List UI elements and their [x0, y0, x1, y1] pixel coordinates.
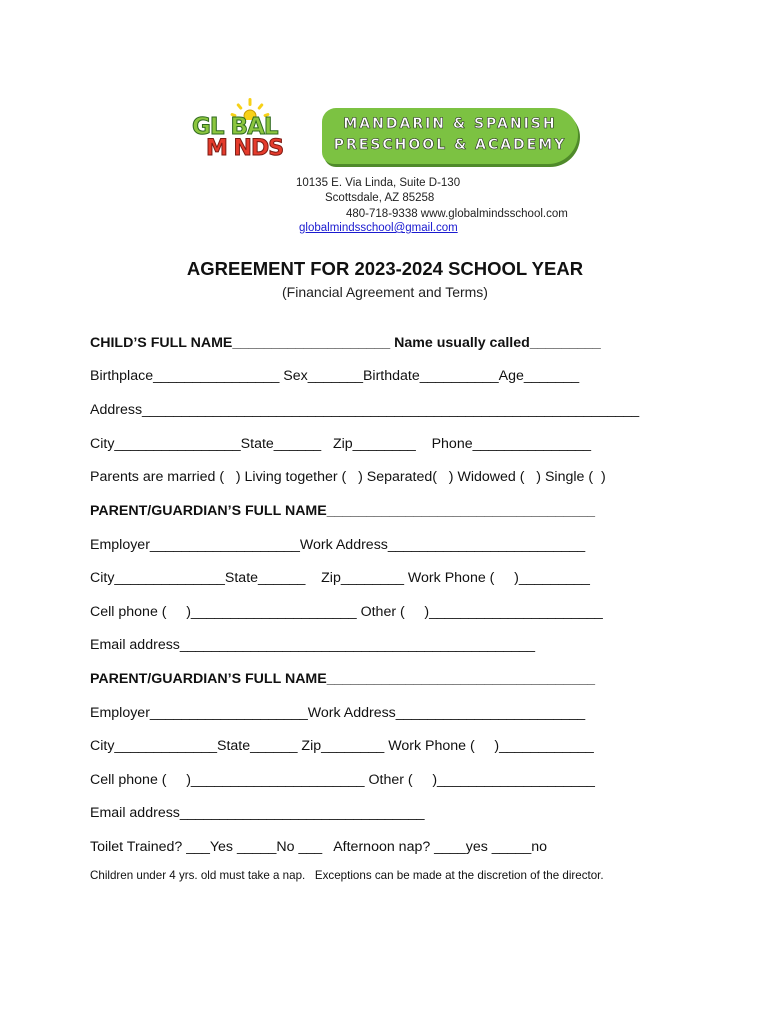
email-link[interactable]: globalmindsschool@gmail.com — [299, 222, 458, 234]
guardian1-email-line[interactable]: Email address_____________________________________________ — [90, 637, 535, 653]
phone-website: 480-718-9338 www.globalmindsschool.com — [346, 208, 568, 220]
global-minds-logo — [190, 96, 320, 166]
address-field-line[interactable]: Address_______________________________________________________________ — [90, 402, 640, 418]
logo-global-text: GL BAL — [192, 114, 278, 140]
birth-info-line[interactable]: Birthplace________________ Sex_______Birthdate__________Age_______ — [90, 368, 580, 384]
guardian2-email-line[interactable]: Email address_______________________________ — [90, 805, 425, 821]
logo-banner — [322, 108, 578, 164]
marital-status-line[interactable]: Parents are married ( ) Living together ( ) Separated( ) Widowed ( ) Single ( ) — [90, 469, 606, 485]
email-line — [299, 222, 458, 234]
nap-note: Children under 4 yrs. old must take a nap. Exceptions can be made at the discretion of the director. — [90, 869, 604, 882]
toilet-nap-line[interactable]: Toilet Trained? ___Yes _____No ___ Afternoon nap? ____yes _____no — [90, 839, 547, 855]
logo-banner-line1: MANDARIN & SPANISH — [343, 116, 557, 132]
guardian2-cell-line[interactable]: Cell phone ( )______________________ Other ( )____________________ — [90, 772, 595, 788]
guardian1-name-line[interactable]: PARENT/GUARDIAN’S FULL NAME__________________________________ — [90, 503, 595, 519]
city-state-phone-line[interactable]: City________________State______ Zip________ Phone_______________ — [90, 436, 591, 452]
page-title: AGREEMENT FOR 2023-2024 SCHOOL YEAR — [186, 258, 584, 279]
logo-banner-line2: PRESCHOOL & ACADEMY — [333, 137, 567, 153]
guardian2-employer-line[interactable]: Employer____________________Work Address________________________ — [90, 705, 586, 721]
child-name-line[interactable]: CHILD’S FULL NAME____________________ Name usually called_________ — [90, 335, 601, 351]
address-line1: 10135 E. Via Linda, Suite D-130 — [296, 177, 461, 189]
school-logo — [190, 96, 582, 166]
guardian1-cell-line[interactable]: Cell phone ( )_____________________ Other ( )______________________ — [90, 604, 603, 620]
guardian1-employer-line[interactable]: Employer___________________Work Address_________________________ — [90, 537, 586, 553]
guardian1-city-line[interactable]: City______________State______ Zip________ Work Phone ( )_________ — [90, 570, 590, 586]
address-line2: Scottsdale, AZ 85258 — [325, 192, 435, 204]
logo-minds-text: M NDS — [206, 136, 284, 161]
guardian2-city-line[interactable]: City_____________State______ Zip________ Work Phone ( )____________ — [90, 738, 594, 754]
guardian2-name-line[interactable]: PARENT/GUARDIAN’S FULL NAME__________________________________ — [90, 671, 595, 687]
page-subtitle: (Financial Agreement and Terms) — [282, 284, 488, 300]
